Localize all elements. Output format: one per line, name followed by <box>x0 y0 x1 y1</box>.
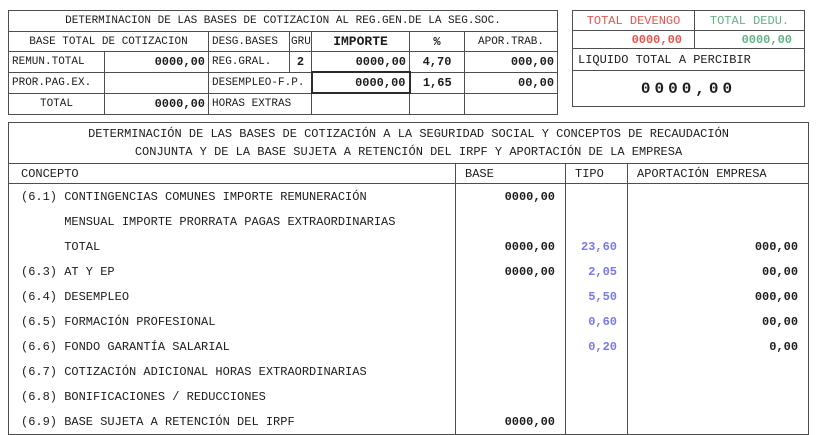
total-devengo-value: 0000,00 <box>573 31 695 49</box>
aportacion-cell: 0,00 <box>628 334 809 359</box>
concepto-cell: (6.9) BASE SUJETA A RETENCIÓN DEL IRPF <box>21 414 295 429</box>
desg-bases-header: DESG.BASES <box>209 32 290 52</box>
table-row <box>9 309 809 334</box>
liquido-label-row <box>573 49 805 71</box>
column-header-row <box>9 164 809 184</box>
cotizacion-table-title: DETERMINACION DE LAS BASES DE COTIZACION AL REG.GEN.DE LA SEG.SOC. <box>9 11 558 32</box>
table-title-row <box>9 11 558 32</box>
total-label: TOTAL <box>9 93 105 114</box>
bases-seguridad-social-table <box>8 122 809 435</box>
bases-table-title-line1: DETERMINACIÓN DE LAS BASES DE COTIZACIÓN A LA SEGURIDAD SOCIAL Y CONCEPTOS DE RECAUDACIÓN <box>88 127 729 141</box>
tipo-header: TIPO <box>566 164 628 184</box>
horas-extras-percent <box>410 93 465 114</box>
concepto-cell: (6.6) FONDO GARANTÍA SALARIAL <box>21 339 230 354</box>
aportacion-cell <box>628 184 809 210</box>
table-row <box>9 284 809 309</box>
concepto-cell: (6.7) COTIZACIÓN ADICIONAL HORAS EXTRAORDINARIAS <box>21 364 367 379</box>
apor-trab-header: APOR.TRAB. <box>465 32 558 52</box>
column-header-row <box>9 32 558 52</box>
remun-total-value: 0000,00 <box>105 52 209 73</box>
base-cell <box>456 209 566 234</box>
base-cell: 0000,00 <box>456 234 566 259</box>
concepto-cell: (6.4) DESEMPLEO <box>21 289 130 304</box>
bases-table-title <box>9 123 809 164</box>
table-row <box>9 234 809 259</box>
aportacion-cell: 000,00 <box>628 284 809 309</box>
table-row <box>9 259 809 284</box>
desempleo-fp-importe: 0000,00 <box>312 72 410 93</box>
tipo-cell <box>566 359 628 384</box>
tipo-cell <box>566 384 628 409</box>
reg-gral-percent: 4,70 <box>410 52 465 73</box>
table-row <box>9 384 809 409</box>
remun-total-label: REMUN.TOTAL <box>9 52 105 73</box>
tipo-cell <box>566 209 628 234</box>
aportacion-empresa-header: APORTACIÓN EMPRESA <box>628 164 809 184</box>
concepto-cell: (6.1) CONTINGENCIAS COMUNES IMPORTE REMUNERACIÓN <box>21 189 367 204</box>
table-row <box>9 184 809 210</box>
total-value: 0000,00 <box>105 93 209 114</box>
table-row <box>9 93 558 114</box>
base-cell <box>456 384 566 409</box>
base-cell <box>456 309 566 334</box>
tipo-cell: 5,50 <box>566 284 628 309</box>
concepto-header: CONCEPTO <box>9 164 456 184</box>
horas-extras-importe <box>312 93 410 114</box>
base-cell <box>456 359 566 384</box>
cotizacion-reg-general-table <box>8 10 558 115</box>
base-cell <box>456 334 566 359</box>
bases-table-title-line2: CONJUNTA Y DE LA BASE SUJETA A RETENCIÓN DEL IRPF Y APORTACIÓN DE LA EMPRESA <box>134 145 683 159</box>
base-cell: 0000,00 <box>456 259 566 284</box>
reg-gral-label: REG.GRAL. <box>209 52 290 73</box>
aportacion-cell <box>628 409 809 435</box>
concepto-cell: MENSUAL IMPORTE PRORRATA PAGAS EXTRAORDINARIAS <box>21 214 396 229</box>
total-dedu-value: 0000,00 <box>695 31 805 49</box>
reg-gral-apor: 000,00 <box>465 52 558 73</box>
grupo-header: GRU <box>290 32 312 52</box>
grupo-value: 2 <box>290 52 312 73</box>
aportacion-cell: 000,00 <box>628 234 809 259</box>
concepto-cell: (6.5) FORMACIÓN PROFESIONAL <box>21 314 216 329</box>
importe-header: IMPORTE <box>312 32 410 52</box>
table-row <box>9 359 809 384</box>
tipo-cell: 0,20 <box>566 334 628 359</box>
aportacion-cell <box>628 209 809 234</box>
table-row <box>9 209 809 234</box>
table-row <box>9 72 558 93</box>
table-row <box>9 334 809 359</box>
base-header: BASE <box>456 164 566 184</box>
horas-extras-label: HORAS EXTRAS <box>209 93 312 114</box>
desempleo-fp-label: DESEMPLEO-F.P. <box>209 72 312 93</box>
tipo-cell <box>566 409 628 435</box>
concepto-cell: TOTAL <box>21 239 101 254</box>
totales-value-row <box>573 31 805 49</box>
total-devengo-header: TOTAL DEVENGO <box>573 11 695 31</box>
total-dedu-header: TOTAL DEDU. <box>695 11 805 31</box>
concepto-cell: (6.8) BONIFICACIONES / REDUCCIONES <box>21 389 266 404</box>
base-cell: 0000,00 <box>456 409 566 435</box>
table-row <box>9 409 809 435</box>
pror-pag-ex-value <box>105 72 209 93</box>
table-row <box>9 52 558 73</box>
aportacion-cell <box>628 359 809 384</box>
horas-extras-apor <box>465 93 558 114</box>
tipo-cell: 2,05 <box>566 259 628 284</box>
liquido-total-label: LIQUIDO TOTAL A PERCIBIR <box>573 49 805 71</box>
liquido-value-row <box>573 71 805 107</box>
base-cell <box>456 284 566 309</box>
aportacion-cell: 00,00 <box>628 259 809 284</box>
tipo-cell <box>566 184 628 210</box>
totales-table <box>572 10 805 107</box>
aportacion-cell: 00,00 <box>628 309 809 334</box>
reg-gral-importe: 0000,00 <box>312 52 410 73</box>
liquido-total-value: 0000,00 <box>573 71 805 107</box>
base-total-header: BASE TOTAL DE COTIZACION <box>9 32 209 52</box>
aportacion-cell <box>628 384 809 409</box>
pror-pag-ex-label: PROR.PAG.EX. <box>9 72 105 93</box>
desempleo-fp-percent: 1,65 <box>410 72 465 93</box>
concepto-cell: (6.3) AT Y EP <box>21 264 115 279</box>
totales-header-row <box>573 11 805 31</box>
tipo-cell: 23,60 <box>566 234 628 259</box>
base-cell: 0000,00 <box>456 184 566 210</box>
tipo-cell: 0,60 <box>566 309 628 334</box>
table-title-row <box>9 123 809 164</box>
desempleo-fp-apor: 00,00 <box>465 72 558 93</box>
percent-header: % <box>410 32 465 52</box>
